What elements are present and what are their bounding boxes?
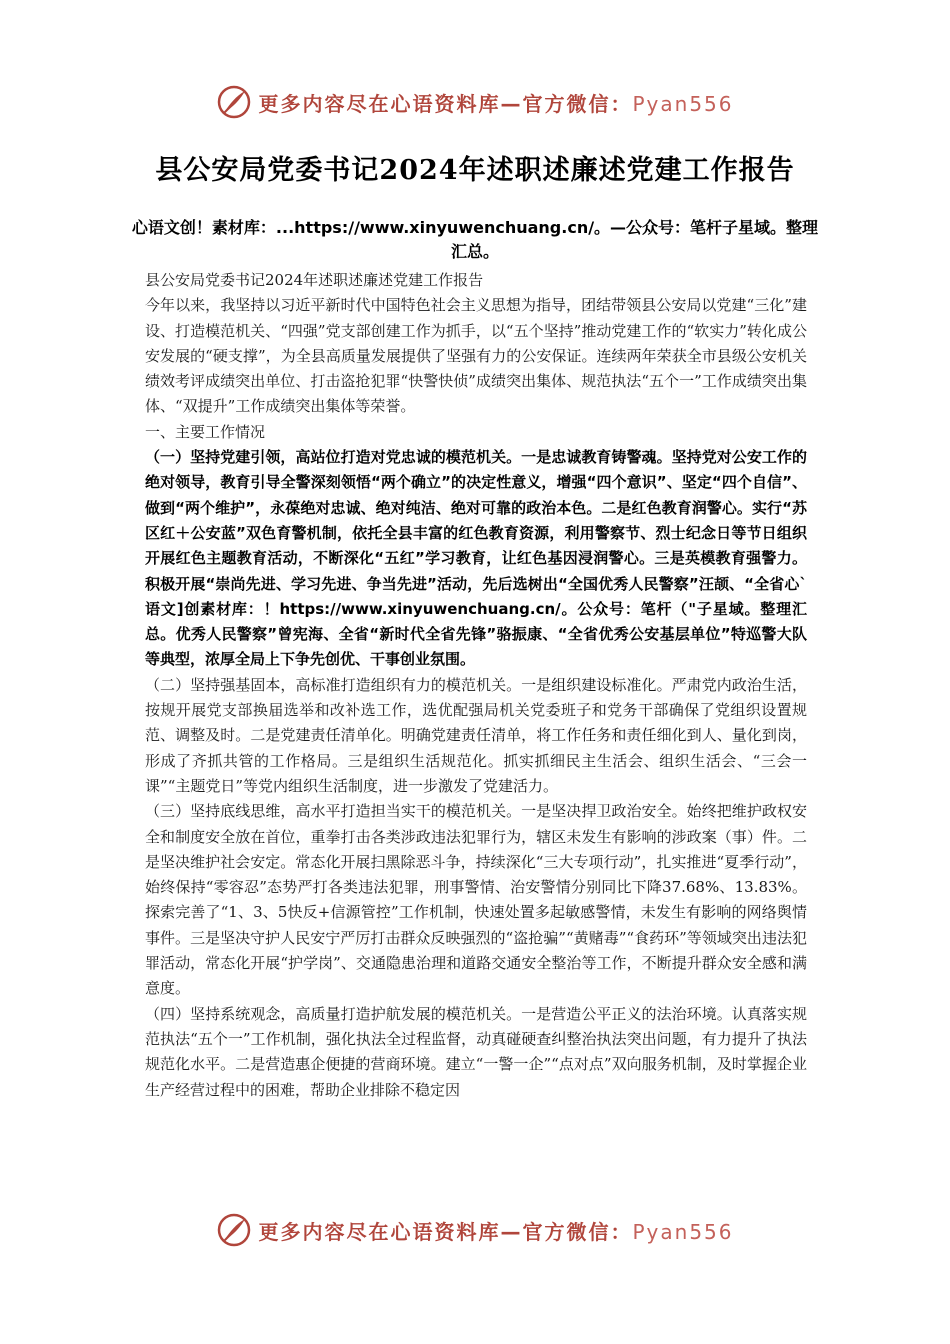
- paragraph-intro: 今年以来，我坚持以习近平新时代中国特色社会主义思想为指导，团结带领县公安局以党建“三化”建设、打造模范机关、“四强”党支部创建工作为抓手，以“五个坚持”推动党建工作的“软实力”转化成公安发展的“硬支撑”，为全县高质量发展提供了坚强有力的公安保证。连续两年荣获全市县级公安机关绩效考评成绩突出单位、打击盗抢犯罪“快警快侦”成绩突出集体、规范执法“五个一”工作成绩突出集体、“双提升”工作成绩突出集体等荣誉。: [145, 296, 807, 416]
- document-body: [145, 268, 807, 1103]
- header-banner: [0, 80, 950, 124]
- quill-circle-logo-icon: [216, 84, 252, 120]
- paragraph-part-3: （三）坚持底线思维，高水平打造担当实干的模范机关。一是坚决捍卫政治安全。始终把维护政权安全和制度安全放在首位，重拳打击各类涉政违法犯罪行为，辖区未发生有影响的涉政案（事）件。二是坚决维护社会安定。常态化开展扫黑除恶斗争，持续深化“三大专项行动”，扎实推进“夏季行动”，始终保持“零容忍”态势严打各类违法犯罪，刑事警情、治安警情分别同比下降37.68%、13.83%。探索完善了“1、3、5快反+信源管控”工作机制，快速处置多起敏感警情，未发生有影响的网络舆情事件。三是坚决守护人民安宁严厉打击群众反映强烈的“盗抢骗”“黄赌毒”“食药环”等领域突出违法犯罪活动，常态化开展“护学岗”、交通隐患治理和道路交通安全整治等工作，不断提升群众安全感和满意度。: [145, 802, 807, 998]
- banner-text: [258, 88, 733, 117]
- banner-label: 更多内容尽在心语资料库—官方微信：: [258, 1219, 633, 1244]
- section-heading: 一、主要工作情况: [145, 422, 266, 441]
- quill-circle-logo-icon: [216, 1212, 252, 1248]
- source-line: 心语文创！素材库：...https://www.xinyuwenchuang.cn/。—公众号：笔杆子星域。整理汇总。: [131, 218, 819, 261]
- paragraph-subtitle: 县公安局党委书记2024年述职述廉述党建工作报告: [145, 271, 484, 289]
- banner-label: 更多内容尽在心语资料库—官方微信：: [258, 91, 633, 116]
- footer-banner: [0, 1208, 950, 1252]
- document-title: 县公安局党委书记2024年述职述廉述党建工作报告: [155, 155, 795, 186]
- paragraph-part-2: （二）坚持强基固本，高标准打造组织有力的模范机关。一是组织建设标准化。严肃党内政治生活，按规开展党支部换届选举和改补选工作，选优配强局机关党委班子和党务干部确保了党组织设置规范、调整及时。二是党建责任清单化。明确党建责任清单，将工作任务和责任细化到人、量化到岗，形成了齐抓共管的工作格局。三是组织生活规范化。抓实抓细民主生活会、组织生活会、“三会一课”“主题党日”等党内组织生活制度，进一步激发了党建活力。: [145, 675, 807, 795]
- paragraph-part-1: （一）坚持党建引领，高站位打造对党忠诚的模范机关。一是忠诚教育铸警魂。坚持党对公安工作的绝对领导，教育引导全警深刻领悟“两个确立”的决定性意义，增强“四个意识”、坚定“四个自信”、做到“两个维护”，永葆绝对忠诚、绝对纯洁、绝对可靠的政治本色。二是红色教育润警心。实行“苏区红＋公安蓝”双色育警机制，依托全县丰富的红色教育资源，利用警察节、烈士纪念日等节日组织开展红色主题教育活动，不断深化“五红”学习教育，让红色基因浸润警心。三是英模教育强警力。积极开展“崇尚先进、学习先进、争当先进”活动，先后选树出“全国优秀人民警察”汪颉、“全省心`语文]创素材库：！https://www.xinyuwenchuang.cn/。公众号：笔杆（"子星域。整理汇总。优秀人民警察”曾宪海、全省“新时代全省先锋”骆振康、“全省优秀公安基层单位”特巡警大队等典型，浓厚全局上下争先创优、干事创业氛围。: [145, 448, 807, 669]
- paragraph-part-4: （四）坚持系统观念，高质量打造护航发展的模范机关。一是营造公平正义的法治环境。认真落实规范执法“五个一”工作机制，强化执法全过程监督，动真碰硬查纠整治执法突出问题，有力提升了执法规范化水平。二是营造惠企便捷的营商环境。建立“一警一企”“点对点”双向服务机制，及时掌握企业生产经营过程中的困难，帮助企业排除不稳定因: [145, 1004, 807, 1099]
- banner-wechat-id: Pyan556: [632, 91, 734, 116]
- banner-text: [258, 1216, 733, 1245]
- banner-wechat-id: Pyan556: [632, 1219, 734, 1244]
